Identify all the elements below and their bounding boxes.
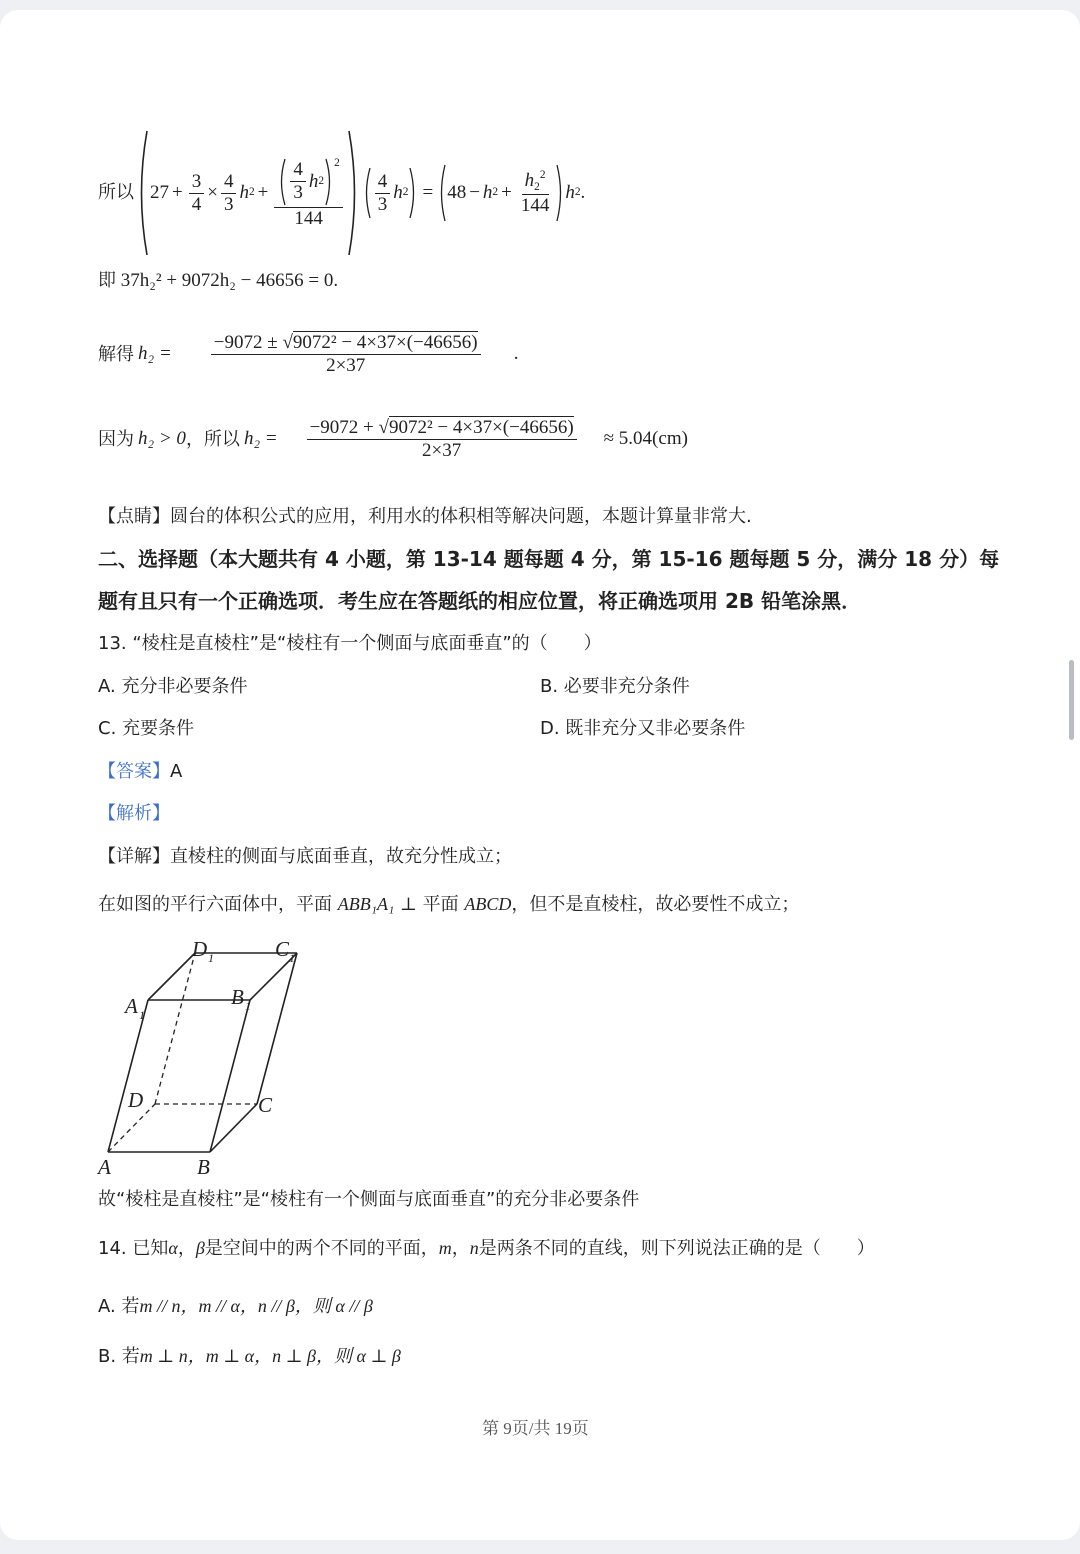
n-symbol: n xyxy=(469,1238,479,1258)
plane-abb1a1: ABB₁A₁ xyxy=(337,894,395,914)
edge-a1-d1 xyxy=(148,953,195,1000)
eq1-27: 27 xyxy=(150,181,169,203)
label-b: B xyxy=(197,1155,210,1179)
separator: ， xyxy=(177,1238,196,1259)
parallelepiped-figure xyxy=(95,930,325,1180)
eq1-prefix: 所以 xyxy=(98,182,134,204)
eq3-lhs: h₂ = xyxy=(138,342,172,364)
sqrt-icon: √ xyxy=(378,417,389,438)
q14-option-a xyxy=(98,1292,373,1318)
minus: − xyxy=(469,181,480,203)
left-paren xyxy=(277,157,287,207)
section-heading-line1: 二、选择题（本大题共有 4 小题，第 13-14 题每题 4 分，第 15-16 题每题 5 分，满分 18 分）每 xyxy=(98,547,1000,571)
scrollbar-thumb[interactable] xyxy=(1069,660,1074,740)
frac-3-4: $\frac{3}{4}$ xyxy=(189,171,205,216)
alpha-symbol: α xyxy=(168,1238,178,1258)
big-left-paren xyxy=(134,129,150,257)
quadratic-formula-frac: $\frac{\text{−9072 ± √9072² − 4×37×(−46656)}}{2\times 37}$ xyxy=(181,332,511,377)
left-paren xyxy=(362,166,372,220)
text-part: 平面 xyxy=(422,894,459,915)
text-part: 是两条不同的直线，则下列说法正确的是（ ） xyxy=(478,1238,875,1259)
label-sub-1: 1 xyxy=(245,999,251,1013)
sub-2: 2 xyxy=(492,186,499,199)
q14-stem xyxy=(98,1234,875,1260)
plus: + xyxy=(257,181,269,203)
label-a: A xyxy=(98,1155,111,1179)
q13-stem: 13. “棱柱是直棱柱”是“棱柱有一个侧面与底面垂直”的（ ） xyxy=(98,633,602,654)
eq2-expression: 37h₂² + 9072h₂ − 46656 = 0. xyxy=(120,270,339,291)
label-d: D xyxy=(128,1088,144,1112)
eq2-prefix: 即 xyxy=(98,270,116,291)
times: × xyxy=(207,181,218,203)
eq4-condition: h₂ > 0 xyxy=(138,427,186,449)
label-c1: C xyxy=(275,937,290,961)
conclusion-line: 故“棱柱是直棱柱”是“棱柱有一个侧面与底面垂直”的充分非必要条件 xyxy=(98,1189,640,1210)
right-paren xyxy=(555,163,565,223)
q13-option-c: C. 充要条件 xyxy=(98,718,195,739)
comment-note: 【点睛】圆台的体积公式的应用，利用水的体积相等解决问题，本题计算量非常大. xyxy=(98,506,752,527)
left-paren xyxy=(437,163,447,223)
frac-4-3: $\frac{4}{3}$ xyxy=(375,171,391,216)
text-part: 在如图的平行六面体中，平面 xyxy=(98,894,332,915)
detail-line: 【详解】直棱柱的侧面与底面垂直，故充分性成立； xyxy=(98,846,512,867)
answer-tag: 【答案】 xyxy=(98,761,170,782)
text-part: ，但不是直棱柱，故必要性不成立； xyxy=(511,894,800,915)
q13-option-b: B. 必要非充分条件 xyxy=(540,676,690,697)
plane-abcd: ABCD xyxy=(464,894,512,914)
positive-root-frac: $\frac{\text{−9072 + √9072² − 4×37×(−46656)}}{2\times 37}$ xyxy=(287,417,597,462)
q14-option-b xyxy=(98,1342,401,1368)
edge-a1-a xyxy=(108,1000,148,1152)
equals: = xyxy=(422,181,434,203)
sub-2: 2 xyxy=(248,186,255,199)
text-part: 是空间中的两个不同的平面， xyxy=(204,1238,439,1259)
label-c: C xyxy=(258,1093,273,1117)
answer-value: A xyxy=(170,761,183,782)
label-sub-1: 1 xyxy=(139,1008,145,1022)
h-var: h xyxy=(239,181,249,203)
option-expression: m ⊥ n，m ⊥ α，n ⊥ β，则 α ⊥ β xyxy=(139,1346,401,1366)
eq3-prefix: 解得 xyxy=(98,343,134,365)
period: . xyxy=(580,181,586,203)
period: . xyxy=(513,342,519,364)
counterexample-line xyxy=(98,890,799,916)
eq4-lhs: h₂ = xyxy=(243,427,278,449)
section-heading-line2: 题有且只有一个正确选项．考生应在答题纸的相应位置，将正确选项用 2B 铅笔涂黑． xyxy=(98,589,862,613)
equation-volume xyxy=(98,128,585,258)
plus: + xyxy=(172,181,183,203)
frac-4-3: $\frac{4}{3}$ xyxy=(221,171,237,216)
equation-result xyxy=(98,417,688,462)
text-part: 14. 已知 xyxy=(98,1238,169,1259)
label-d1: D xyxy=(192,937,208,961)
plus: + xyxy=(501,181,512,203)
label-b1: B xyxy=(231,985,244,1009)
right-paren xyxy=(408,166,418,220)
q13-option-d: D. 既非充分又非必要条件 xyxy=(540,718,746,739)
eq4-result: ≈ 5.04(cm) xyxy=(603,427,688,449)
edge-c1-c xyxy=(257,953,297,1104)
m-symbol: m xyxy=(438,1238,452,1258)
right-paren xyxy=(324,157,334,207)
label-sub-1: 1 xyxy=(208,951,214,965)
eq1-48: 48 xyxy=(447,181,467,203)
eq4-mid: ，所以 xyxy=(185,428,240,450)
h-var: h xyxy=(565,181,575,203)
frac-h2sq-144: $\frac{h_2^2}{144}$ xyxy=(520,169,550,217)
label-a1: A xyxy=(125,994,138,1018)
h-var: h xyxy=(482,181,493,203)
answer-line xyxy=(98,757,182,783)
sqrt-icon: √ xyxy=(282,332,293,353)
option-expression: m // n，m // α，n // β，则 α // β xyxy=(139,1296,373,1316)
option-label: B. 若 xyxy=(98,1346,140,1367)
edge-d-d1-hidden xyxy=(155,953,195,1104)
big-right-paren xyxy=(346,129,362,257)
perp-symbol: ⊥ xyxy=(399,894,417,914)
h-var: h xyxy=(393,181,403,203)
sub-2: 2 xyxy=(574,186,581,199)
equation-solution xyxy=(98,332,518,377)
beta-symbol: β xyxy=(195,1238,205,1258)
q13-option-a: A. 充分非必要条件 xyxy=(98,676,248,697)
page-number-footer: 第 9页/共 19页 xyxy=(482,1419,589,1438)
option-label: A. 若 xyxy=(98,1296,140,1317)
equation-quadratic xyxy=(98,270,338,293)
frac-squared-over-144: $\frac{4}{3}$ h 2 2 144 xyxy=(274,157,342,230)
sub-2: 2 xyxy=(402,186,409,199)
separator: ， xyxy=(451,1238,470,1259)
analysis-tag: 【解析】 xyxy=(98,803,170,824)
document-page xyxy=(0,10,1080,1540)
label-sub-1: 1 xyxy=(289,951,295,965)
eq4-prefix: 因为 xyxy=(98,428,134,450)
edge-b1-b xyxy=(210,1000,250,1152)
